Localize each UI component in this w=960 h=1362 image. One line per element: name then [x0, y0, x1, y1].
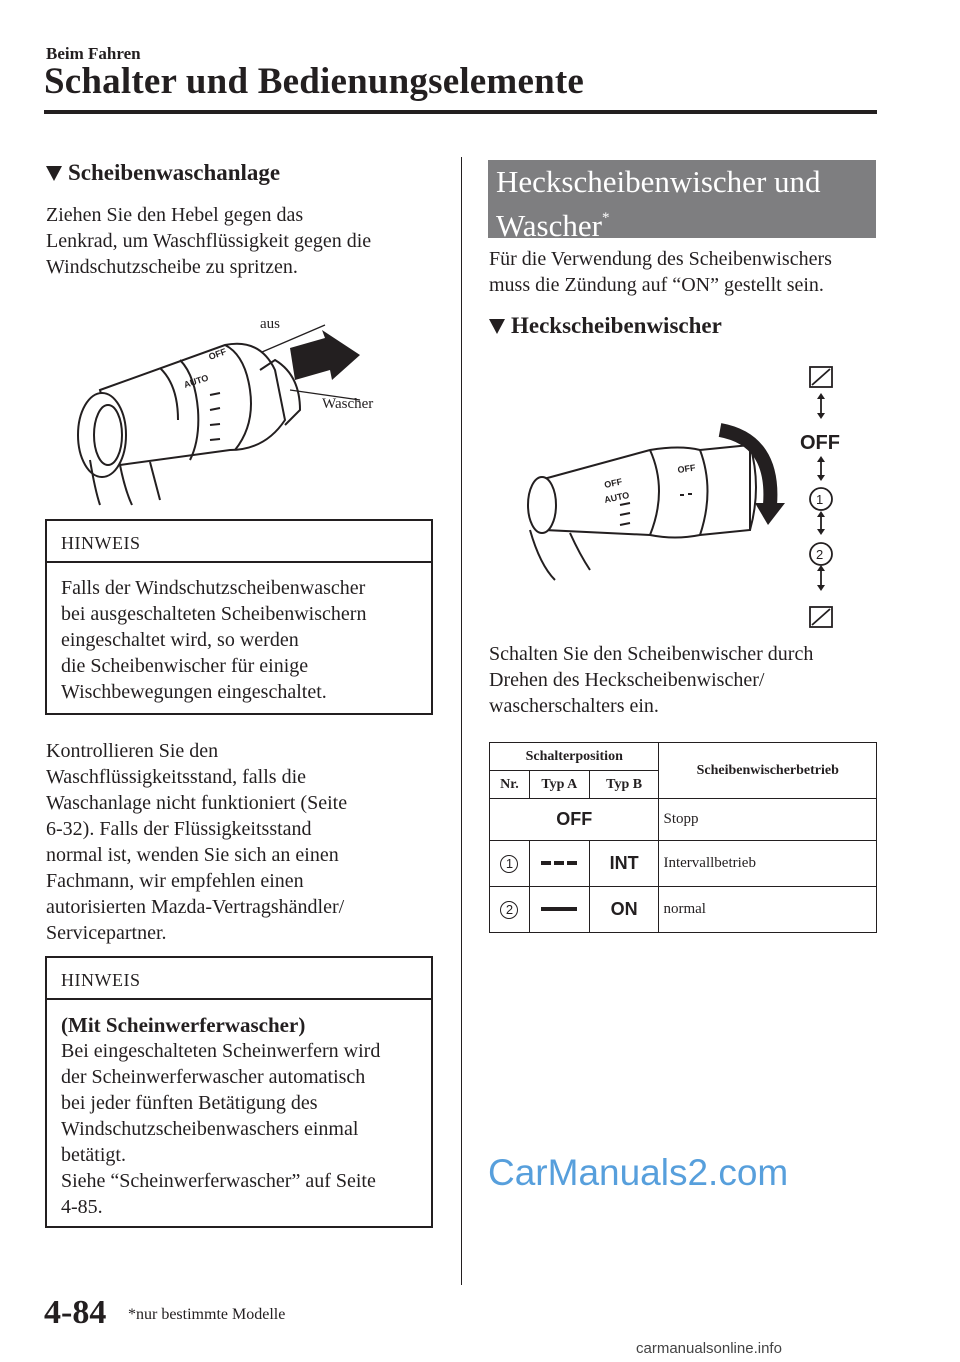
site-watermark: carmanualsonline.info [636, 1340, 782, 1357]
label-off: aus [260, 316, 280, 332]
text-line: Fachmann, wir empfehlen einen [46, 870, 304, 892]
footnote-mark: * [601, 210, 610, 226]
svg-text:AUTO: AUTO [182, 372, 210, 390]
rear-switch-paragraph [489, 641, 813, 719]
header-switch-position: Schalterposition [490, 743, 659, 771]
text-line: eingeschaltet wird, so werden [61, 629, 299, 651]
text-line: muss die Zündung auf “ON” gestellt sein. [489, 274, 824, 296]
dashed-line-icon [541, 859, 577, 867]
text-line: Bei eingeschalteten Scheinwerfern wird [61, 1040, 381, 1062]
text-line: Kontrollieren Sie den [46, 740, 219, 762]
typ-a-cell [529, 887, 589, 933]
nr-cell [490, 887, 530, 933]
off-symbol: OFF [556, 809, 593, 829]
text-line: 6-32). Falls der Flüssigkeitsstand [46, 818, 312, 840]
position-number: 2 [500, 901, 518, 919]
section-heading-rear-wiper [489, 313, 722, 339]
text-line: wascherschalters ein. [489, 695, 659, 717]
text-line: Für die Verwendung des Scheibenwischers [489, 248, 832, 270]
text-line: die Scheibenwischer für einige [61, 655, 309, 677]
footnote: *nur bestimmte Modelle [128, 1306, 286, 1323]
column-divider [461, 157, 462, 1285]
rear-wiper-lever-illustration [500, 355, 860, 635]
typ-a-cell [529, 841, 589, 887]
triangle-bullet-icon [46, 166, 62, 181]
text-line: Waschanlage nicht funktioniert (Seite [46, 792, 348, 814]
label-washer: Wascher [322, 396, 374, 412]
typ-b-cell [589, 887, 659, 933]
table-row [490, 841, 877, 887]
note-box-2 [45, 956, 433, 1228]
text-line: betätigt. [61, 1144, 126, 1166]
position-2-label: 2 [816, 547, 824, 562]
note-subheading: (Mit Scheinwerferwascher) [61, 1013, 306, 1037]
text-line: autorisierten Mazda-Vertragshändler/ [46, 896, 345, 918]
table-row [490, 887, 877, 933]
title-rule [44, 110, 877, 114]
table-row [490, 799, 877, 841]
note-heading: HINWEIS [47, 521, 431, 563]
operation-cell: normal [659, 887, 877, 933]
on-symbol: ON [610, 899, 638, 919]
note-body [47, 1000, 431, 1230]
int-symbol: INT [609, 853, 639, 873]
typ-b-cell [589, 841, 659, 887]
header-nr: Nr. [490, 771, 530, 799]
text-line: Windschutzscheibe zu spritzen. [46, 256, 298, 278]
text-line: normal ist, wenden Sie sich an einen [46, 844, 339, 866]
text-line: Ziehen Sie den Hebel gegen das [46, 204, 304, 226]
rear-intro [489, 246, 832, 298]
svg-text:OFF: OFF [676, 462, 697, 475]
position-number: 1 [500, 855, 518, 873]
text-line: Servicepartner. [46, 922, 167, 944]
note-heading: HINWEIS [47, 958, 431, 1000]
washer-lever-illustration [60, 300, 420, 510]
header-typ-a: Typ A [529, 771, 589, 799]
fluid-level-paragraph [46, 738, 347, 946]
section-heading-text: Heckscheibenwischer [511, 313, 722, 338]
page-number: 4-84 [44, 1294, 107, 1331]
text-line: Drehen des Heckscheibenwischer/ [489, 669, 765, 691]
text-line: der Scheinwerferwascher automatisch [61, 1066, 366, 1088]
text-line: bei jeder fünften Betätigung des [61, 1092, 318, 1114]
triangle-bullet-icon [489, 319, 505, 334]
text-line: Siehe “Scheinwerferwascher” auf Seite [61, 1170, 376, 1192]
text-line: Waschflüssigkeitsstand, falls die [46, 766, 307, 788]
text-line: Falls der Windschutzscheibenwascher [61, 577, 366, 599]
banner-line: Heckscheibenwischer und [496, 164, 821, 199]
text-line: Lenkrad, um Waschflüssigkeit gegen die [46, 230, 372, 252]
nr-cell [490, 841, 530, 887]
text-line: 4-85. [61, 1196, 103, 1218]
section-banner [488, 160, 876, 243]
chapter-label: Beim Fahren [46, 44, 141, 63]
text-line: bei ausgeschalteten Scheibenwischern [61, 603, 367, 625]
section-heading-text: Scheibenwaschanlage [68, 160, 281, 185]
note-body [47, 563, 431, 715]
watermark: CarManuals2.com [488, 1152, 789, 1193]
header-typ-b: Typ B [589, 771, 659, 799]
operation-cell: Intervallbetrieb [659, 841, 877, 887]
svg-text:OFF: OFF [207, 346, 228, 362]
washer-intro [46, 202, 371, 280]
header-wiper-operation: Scheibenwischerbetrieb [659, 743, 877, 799]
position-1-label: 1 [816, 492, 824, 507]
svg-text:AUTO: AUTO [603, 489, 631, 505]
text-line: Wischbewegungen eingeschaltet. [61, 681, 327, 703]
banner-text: Wascher [496, 208, 602, 243]
operation-cell: Stopp [659, 799, 877, 841]
off-cell [490, 799, 659, 841]
text-line: Windschutzscheibenwaschers einmal [61, 1118, 359, 1140]
section-heading-washer [46, 160, 280, 186]
svg-text:OFF: OFF [603, 476, 624, 490]
position-off-label: OFF [800, 432, 840, 454]
banner-line [496, 200, 876, 244]
note-box-1 [45, 519, 433, 715]
switch-position-table [489, 742, 877, 933]
text-line: Schalten Sie den Scheibenwischer durch [489, 643, 814, 665]
solid-line-icon [541, 905, 577, 913]
page-title: Schalter und Bedienungselemente [44, 61, 584, 102]
